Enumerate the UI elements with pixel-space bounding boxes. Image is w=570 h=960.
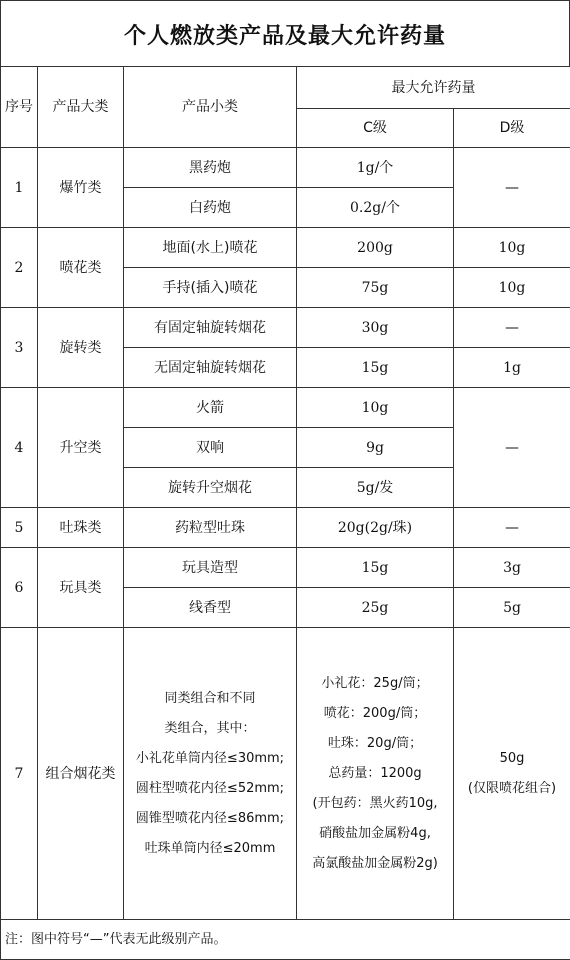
- combo-c-line: (开包药：黑火药10g,: [312, 795, 438, 811]
- table-row: [1, 508, 570, 548]
- combo-d-line: 50g: [499, 750, 525, 766]
- row-d-dose: 10g: [454, 228, 570, 268]
- row-c-dose: 0.2g/个: [297, 188, 454, 228]
- table-row-combo: [1, 628, 570, 920]
- row-category: 升空类: [38, 388, 124, 508]
- row-c-dose: 20g(2g/珠): [297, 508, 454, 548]
- row-category: 爆竹类: [38, 148, 124, 228]
- row-subcategory: 旋转升空烟花: [124, 468, 297, 508]
- combo-c-line: 总药量：1200g: [328, 765, 422, 781]
- table-row: [1, 308, 570, 348]
- note-row: [1, 920, 570, 960]
- combo-c-line: 吐珠：20g/筒；: [327, 735, 423, 751]
- table-title: 个人燃放类产品及最大允许药量: [0, 0, 570, 67]
- row-category: 组合烟花类: [38, 628, 124, 920]
- row-no: 5: [1, 508, 38, 548]
- row-no: 1: [1, 148, 38, 228]
- row-c-dose: 200g: [297, 228, 454, 268]
- row-category: 旋转类: [38, 308, 124, 388]
- combo-d-dose: [454, 628, 570, 920]
- table-row: [1, 228, 570, 268]
- row-d-dose: 1g: [454, 348, 570, 388]
- combo-sub-line: 吐珠单筒内径≤20mm: [144, 840, 276, 856]
- row-d-dose: —: [454, 388, 570, 508]
- row-category: 吐珠类: [38, 508, 124, 548]
- table-row: [1, 388, 570, 428]
- row-c-dose: 25g: [297, 588, 454, 628]
- row-d-dose: 3g: [454, 548, 570, 588]
- header-c-level: C级: [297, 109, 454, 148]
- table-row: [1, 148, 570, 188]
- row-d-dose: —: [454, 508, 570, 548]
- row-c-dose: 10g: [297, 388, 454, 428]
- row-subcategory: 玩具造型: [124, 548, 297, 588]
- row-subcategory: 药粒型吐珠: [124, 508, 297, 548]
- combo-d-line: (仅限喷花组合): [467, 780, 557, 796]
- combo-sub-line: 圆柱型喷花内径≤52mm;: [135, 780, 285, 796]
- row-d-dose: 10g: [454, 268, 570, 308]
- table-note: 注：图中符号“—”代表无此级别产品。: [1, 920, 570, 960]
- table-row: [1, 548, 570, 588]
- combo-sub-line: 小礼花单筒内径≤30mm;: [135, 750, 285, 766]
- row-c-dose: 75g: [297, 268, 454, 308]
- combo-c-line: 硝酸盐加金属粉4g,: [319, 825, 431, 841]
- row-subcategory: 手持(插入)喷花: [124, 268, 297, 308]
- combo-c-line: 小礼花：25g/筒；: [321, 675, 429, 691]
- row-c-dose: 15g: [297, 548, 454, 588]
- combo-c-dose: [297, 628, 454, 920]
- row-no: 3: [1, 308, 38, 388]
- row-subcategory: 地面(水上)喷花: [124, 228, 297, 268]
- row-no: 6: [1, 548, 38, 628]
- header-no: 序号: [1, 67, 38, 148]
- row-subcategory: 白药炮: [124, 188, 297, 228]
- combo-subcategory: [124, 628, 297, 920]
- row-no: 2: [1, 228, 38, 308]
- header-row-1: [1, 67, 570, 109]
- combo-c-line: 喷花：200g/筒；: [323, 705, 427, 721]
- combo-sub-line: 圆锥型喷花内径≤86mm;: [135, 810, 285, 826]
- row-c-dose: 9g: [297, 428, 454, 468]
- header-d-level: D级: [454, 109, 570, 148]
- header-max-dose: 最大允许药量: [297, 67, 570, 109]
- row-d-dose: —: [454, 308, 570, 348]
- row-subcategory: 线香型: [124, 588, 297, 628]
- header-subcategory: 产品小类: [124, 67, 297, 148]
- row-d-dose: —: [454, 148, 570, 228]
- combo-c-line: 高氯酸盐加金属粉2g): [312, 855, 438, 871]
- row-no: 4: [1, 388, 38, 508]
- combo-sub-line: 类组合，其中：: [164, 720, 256, 736]
- row-subcategory: 黑药炮: [124, 148, 297, 188]
- row-subcategory: 有固定轴旋转烟花: [124, 308, 297, 348]
- row-category: 喷花类: [38, 228, 124, 308]
- row-subcategory: 无固定轴旋转烟花: [124, 348, 297, 388]
- dose-table: [0, 66, 570, 960]
- header-category: 产品大类: [38, 67, 124, 148]
- combo-sub-line: 同类组合和不同: [164, 690, 256, 706]
- row-c-dose: 15g: [297, 348, 454, 388]
- row-category: 玩具类: [38, 548, 124, 628]
- row-no: 7: [1, 628, 38, 920]
- row-d-dose: 5g: [454, 588, 570, 628]
- row-subcategory: 火箭: [124, 388, 297, 428]
- row-c-dose: 30g: [297, 308, 454, 348]
- row-subcategory: 双响: [124, 428, 297, 468]
- row-c-dose: 5g/发: [297, 468, 454, 508]
- row-c-dose: 1g/个: [297, 148, 454, 188]
